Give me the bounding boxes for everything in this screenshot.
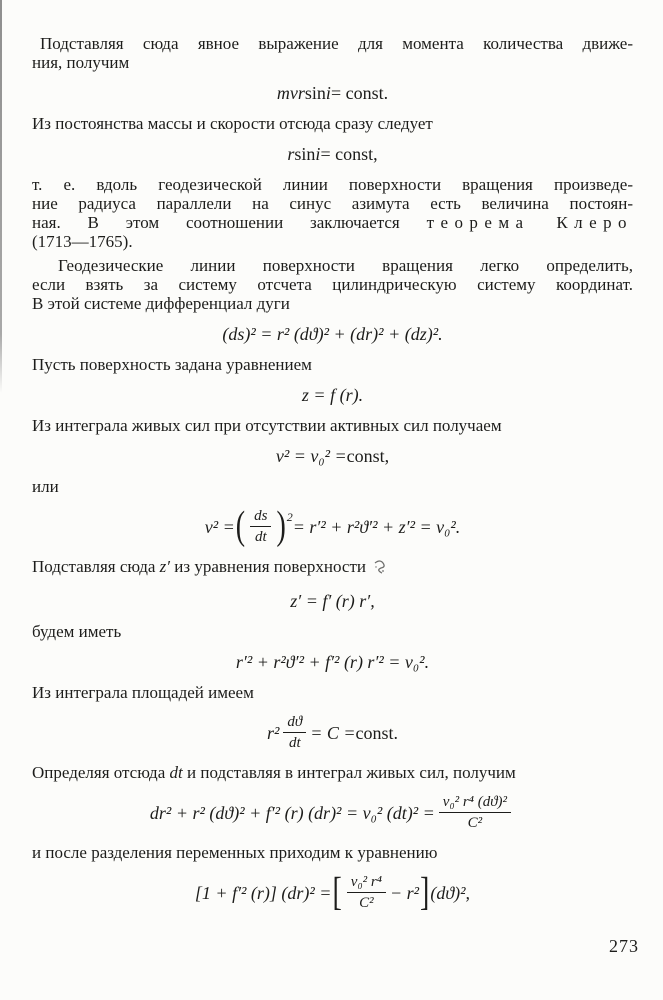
formula — [32, 651, 633, 673]
formula — [32, 143, 633, 165]
formula-content — [276, 445, 389, 467]
formula-content — [302, 384, 363, 406]
text-line — [32, 843, 633, 862]
fraction-denominator: dt — [288, 735, 301, 751]
fraction-numerator: v₀² r⁴ — [347, 874, 386, 893]
text-line — [32, 683, 633, 702]
text-run: const, — [346, 446, 390, 466]
italic-text-run: [1 + f′² (r)] (dr)² = — [194, 882, 332, 903]
text-run: Пусть поверхность задана уравнением — [32, 355, 312, 374]
text-line — [32, 622, 633, 641]
fraction-numerator: v₀² r⁴ (dϑ)² — [439, 794, 511, 813]
text-line — [32, 477, 633, 496]
italic-text-run: mvr — [276, 83, 305, 103]
italic-text-run: r — [287, 144, 295, 164]
big-delimiter: ) — [276, 503, 286, 549]
text-line — [32, 194, 633, 213]
text-run: если взять за систему отсчета цилиндрическую систему координат. — [32, 275, 633, 294]
text-line — [32, 175, 633, 194]
formula — [32, 323, 633, 345]
page-number: 273 — [609, 936, 639, 956]
text-run: = const, — [320, 144, 378, 164]
italic-text-run: r′² + r²ϑ′² + f′² (r) r′² = v₀². — [235, 652, 430, 672]
text-run: ния, получим — [32, 53, 130, 72]
paragraph — [32, 843, 633, 862]
paragraph — [32, 622, 633, 641]
italic-text-run: v² = — [204, 516, 235, 537]
text-run: Геодезические линии поверхности вращения легко определить, — [58, 256, 633, 275]
text-run: и после разделения переменных приходим к уравнению — [32, 843, 438, 862]
formula-content — [267, 714, 398, 751]
fraction-denominator: C² — [359, 895, 374, 911]
fraction-numerator: ds — [250, 508, 271, 527]
formula — [32, 82, 633, 104]
text-line — [32, 213, 633, 232]
text-run: Подставляя сюда явное выражение для момента количества движе- — [40, 34, 633, 53]
fraction-denominator: C² — [467, 815, 483, 831]
big-delimiter: ( — [235, 503, 246, 549]
ink-smudge-icon — [372, 558, 387, 580]
italic-text-run: z′ — [159, 557, 171, 576]
text-run: Из постоянства массы и скорости отсюда сразу следует — [32, 114, 433, 133]
italic-text-run: = C = — [310, 722, 356, 743]
formula — [32, 503, 633, 549]
fraction — [347, 874, 386, 911]
formula-content — [287, 143, 377, 165]
letterspaced-text-run: теорема — [426, 213, 530, 232]
paragraph — [32, 557, 633, 580]
text-run: const. — [355, 722, 399, 743]
italic-text-run: z = f (r). — [301, 385, 364, 405]
formula — [32, 590, 633, 612]
italic-text-run: i — [315, 144, 321, 164]
italic-text-run: (dϑ)², — [430, 882, 471, 903]
paragraph — [32, 683, 633, 702]
text-run: Определяя отсюда — [32, 763, 170, 782]
text-line — [32, 763, 633, 782]
formula — [32, 445, 633, 467]
paragraph — [32, 416, 633, 435]
text-run: В этой системе дифференциал дуги — [32, 294, 290, 313]
fraction — [250, 508, 271, 545]
text-line — [32, 114, 633, 133]
formula-content — [290, 590, 374, 612]
formula-content — [222, 323, 442, 345]
fraction — [283, 714, 306, 751]
italic-text-run: dt — [169, 763, 183, 782]
italic-text-run: r² — [266, 722, 280, 743]
fraction-denominator: dt — [254, 529, 267, 545]
italic-text-run: − r² — [389, 882, 420, 903]
exponent: 2 — [286, 510, 293, 524]
text-line — [32, 256, 633, 275]
formula-content — [204, 503, 461, 549]
text-run: ная. В этом соотношении заключается — [32, 213, 427, 232]
text-run: (1713—1765). — [32, 232, 133, 251]
fraction-numerator: dϑ — [283, 714, 306, 733]
text-run: sin — [294, 144, 316, 164]
formula-content — [277, 82, 388, 104]
big-delimiter: ] — [420, 869, 430, 915]
italic-text-run: v² = v₀² = — [275, 446, 347, 466]
italic-text-run: (ds)² = r² (dϑ)² + (dr)² + (dz)². — [222, 324, 443, 344]
formula — [32, 869, 633, 915]
paragraph — [32, 256, 633, 313]
text-run: Из интеграла живых сил при отсутствии активных сил получаем — [32, 416, 502, 435]
text-run: т. е. вдоль геодезической линии поверхности вращения произведе- — [32, 175, 633, 194]
italic-text-run: z′ = f′ (r) r′, — [290, 591, 375, 611]
letterspaced-text-run: Клеро — [556, 213, 634, 232]
text-run: из уравнения поверхности — [170, 557, 366, 576]
formula — [32, 714, 633, 751]
text-line — [32, 232, 633, 251]
text-line — [32, 294, 633, 313]
paragraph — [32, 34, 633, 72]
page-body — [32, 34, 634, 915]
text-run: ние радиуса параллели на синус азимута есть величина постоян- — [32, 194, 633, 213]
text-run — [530, 213, 557, 232]
formula — [32, 794, 633, 831]
scan-edge-artifact — [0, 0, 2, 393]
fraction — [439, 794, 511, 831]
text-run: = const. — [330, 83, 389, 103]
text-line — [32, 34, 633, 53]
italic-text-run: i — [325, 83, 331, 103]
text-line — [32, 416, 633, 435]
formula — [32, 384, 633, 406]
text-run: или — [32, 477, 59, 496]
text-line — [32, 355, 633, 374]
formula-content — [150, 794, 515, 831]
paragraph — [32, 175, 633, 251]
formula-content — [194, 869, 471, 915]
text-run: Подставляя сюда — [32, 557, 160, 576]
text-line — [32, 557, 633, 580]
paragraph — [32, 114, 633, 133]
text-line — [32, 53, 633, 72]
text-run: sin — [304, 83, 326, 103]
paragraph — [32, 763, 633, 782]
paragraph — [32, 477, 633, 496]
big-delimiter: [ — [332, 869, 342, 915]
text-run: Из интеграла площадей имеем — [32, 683, 254, 702]
text-run: будем иметь — [32, 622, 122, 641]
formula-content — [236, 651, 429, 673]
text-run: и подставляя в интеграл живых сил, получим — [182, 763, 516, 782]
text-line — [32, 275, 633, 294]
italic-text-run: dr² + r² (dϑ)² + f′² (r) (dr)² = v₀² (dt)² = — [149, 802, 435, 823]
paragraph — [32, 355, 633, 374]
italic-text-run: = r′² + r²ϑ′² + z′² = v₀². — [292, 516, 461, 537]
